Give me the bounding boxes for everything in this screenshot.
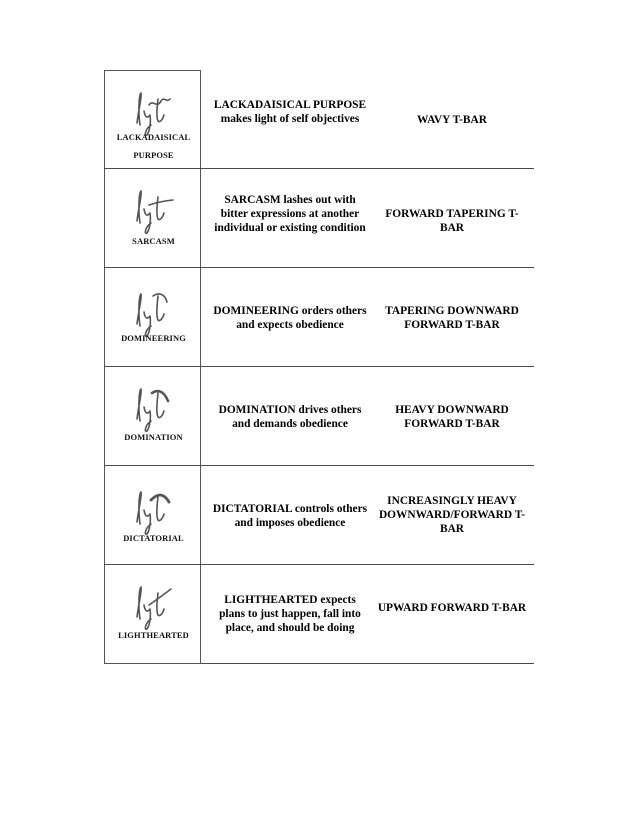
table-row bbox=[104, 169, 534, 268]
handwriting-sample-lyt-forward-tapering-tbar bbox=[127, 183, 183, 239]
trait-label-line: DOMINATION bbox=[124, 432, 183, 442]
handwriting-sample-cell bbox=[104, 466, 201, 564]
handwriting-sample-cell bbox=[104, 268, 201, 366]
trait-description: DOMINEERING orders others and expects obedience bbox=[213, 305, 367, 331]
trait-description: SARCASM lashes out with bitter expressions at another individual or existing condition bbox=[214, 194, 366, 234]
trait-label-line: DOMINEERING bbox=[121, 333, 186, 343]
tbar-type: FORWARD TAPERING T-BAR bbox=[385, 208, 519, 234]
trait-label-line: LACKADAISICAL bbox=[116, 132, 191, 142]
tbar-type: TAPERING DOWNWARD FORWARD T-BAR bbox=[385, 305, 519, 331]
trait-description: DICTATORIAL controls others and imposes obedience bbox=[212, 503, 368, 529]
handwriting-sample-lyt-increasingly-heavy-tbar bbox=[127, 480, 183, 536]
table-row bbox=[104, 70, 534, 169]
handwriting-sample-cell bbox=[104, 565, 201, 664]
handwriting-sample-cell bbox=[104, 169, 201, 267]
trait-label-line: PURPOSE bbox=[133, 150, 174, 160]
handwriting-sample-cell bbox=[104, 367, 201, 465]
handwriting-sample-cell bbox=[104, 70, 201, 168]
trait-label-line: LIGHTHEARTED bbox=[118, 630, 189, 640]
trait-description: DOMINATION drives others and demands obedience bbox=[218, 404, 362, 430]
table-row bbox=[104, 466, 534, 565]
table-row bbox=[104, 367, 534, 466]
trait-description: LIGHTHEARTED expects plans to just happen, fall into place, and should be doing bbox=[219, 594, 361, 634]
tbar-type: HEAVY DOWNWARD FORWARD T-BAR bbox=[395, 404, 509, 430]
tbar-type: UPWARD FORWARD T-BAR bbox=[377, 602, 527, 614]
trait-table bbox=[104, 70, 534, 664]
table-row bbox=[104, 565, 534, 664]
table-row bbox=[104, 268, 534, 367]
tbar-type: WAVY T-BAR bbox=[417, 114, 487, 126]
trait-label-line: SARCASM bbox=[132, 236, 175, 246]
trait-description: LACKADAISICAL PURPOSE makes light of self objectives bbox=[213, 99, 367, 125]
trait-label-line: DICTATORIAL bbox=[123, 533, 184, 543]
tbar-type: INCREASINGLY HEAVY DOWNWARD/FORWARD T-BAR bbox=[378, 495, 526, 535]
